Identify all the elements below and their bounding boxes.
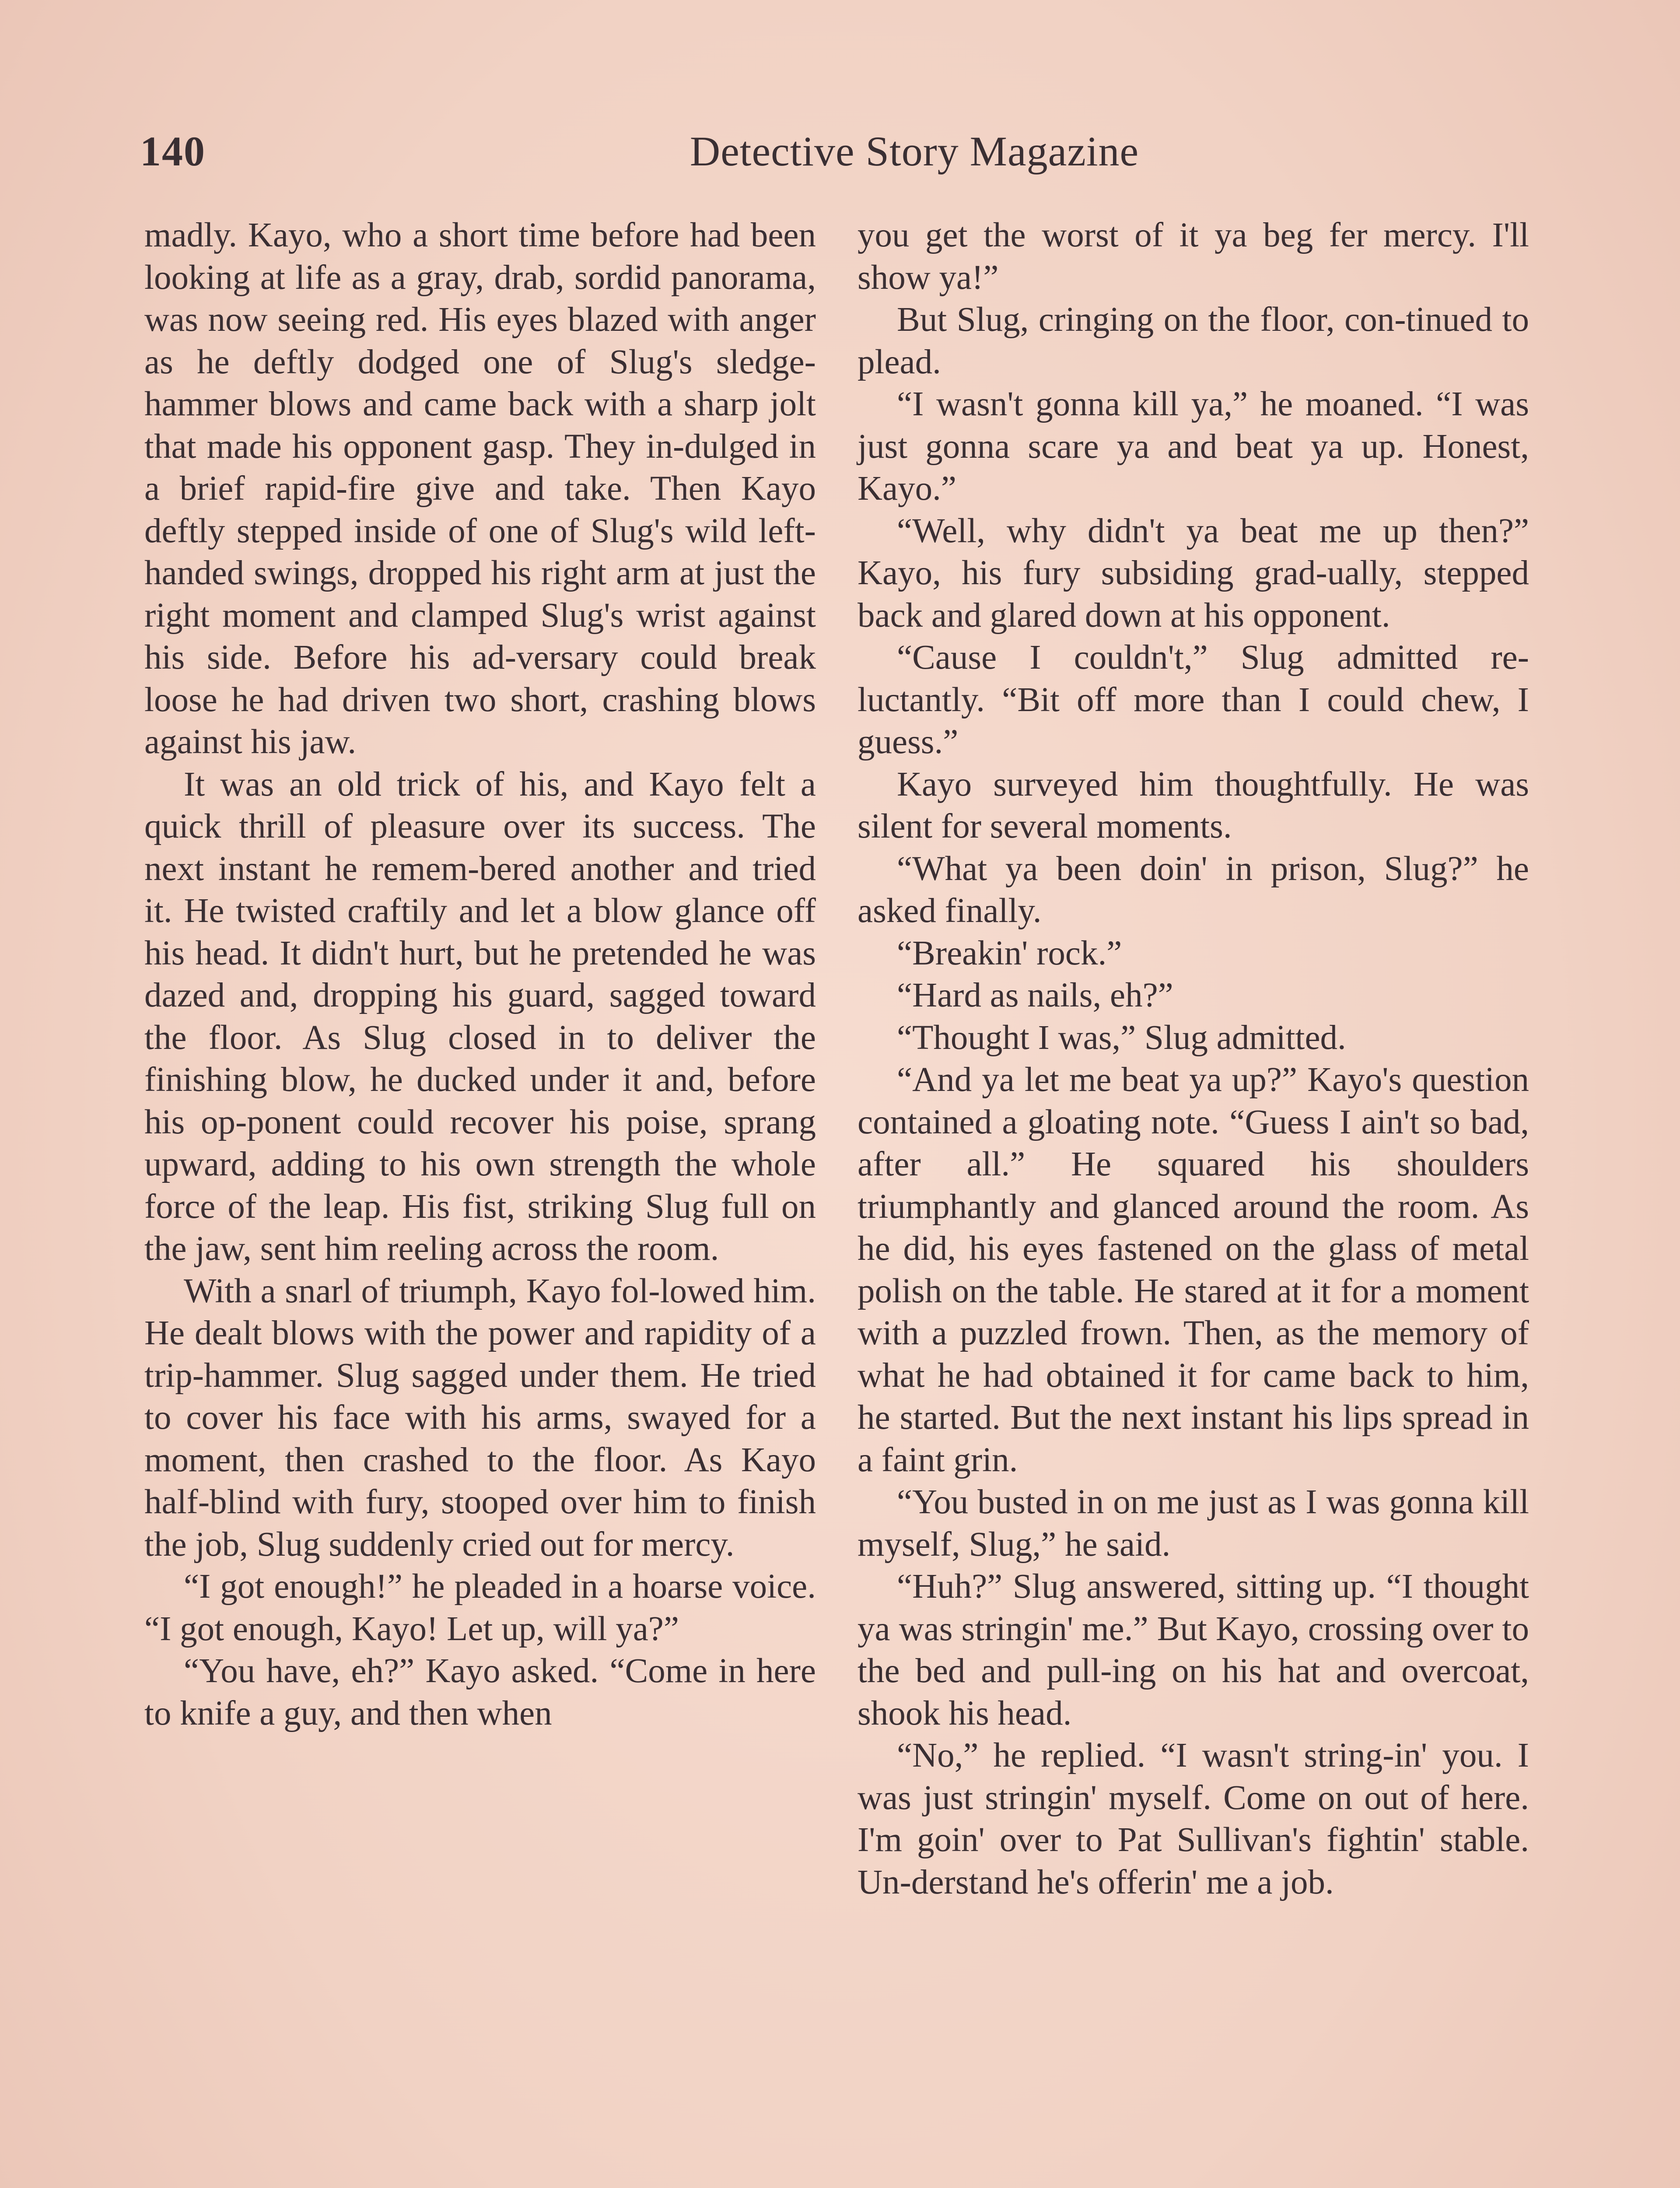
paragraph: “What ya been doin' in prison, Slug?” he asked finally. (858, 849, 1529, 930)
paragraph: “You busted in on me just as I was gonna kill myself, Slug,” he said. (858, 1483, 1529, 1564)
paragraph: “I got enough!” he pleaded in a hoarse voice. “I got enough, Kayo! Let up, will ya?” (144, 1567, 816, 1648)
paragraph: you get the worst of it ya beg fer mercy. I'll show ya!” (858, 216, 1529, 297)
paragraph: With a snarl of triumph, Kayo fol-lowed him. He dealt blows with the power and rapidity of a trip-hammer. Slug sagged under them. He tried to cover his face with his arms, swayed for a moment, then crashed to the floor. As Kayo half-blind with fury, stooped over him to finish the job, Slug suddenly cried out for mercy. (144, 1272, 816, 1564)
paragraph: madly. Kayo, who a short time before had been looking at life as a gray, drab, sordid panorama, was now seeing red. His eyes blazed with anger as he deftly dodged one of Slug's sledge-hammer blows and came back with a sharp jolt that made his opponent gasp. They in-dulged in a brief rapid-fire give and take. Then Kayo deftly stepped inside of one of Slug's wild left-handed swings, dropped his right arm at just the right moment and clamped Slug's wrist against his side. Before his ad-versary could break loose he had driven two short, crashing blows against his jaw. (144, 216, 816, 761)
paragraph: “I wasn't gonna kill ya,” he moaned. “I was just gonna scare ya and beat ya up. Honest, Kayo.” (858, 385, 1529, 508)
paragraph: “You have, eh?” Kayo asked. “Come in here to knife a guy, and then when (144, 1652, 816, 1732)
paragraph: “No,” he replied. “I wasn't string-in' you. I was just stringin' myself. Come on out of here. I'm goin' over to Pat Sullivan's fightin' stable. Un-derstand he's offerin' me a job. (858, 1736, 1529, 1901)
right-column (858, 214, 1529, 1904)
paragraph: “Hard as nails, eh?” (897, 976, 1173, 1014)
page-header (140, 127, 1540, 188)
paragraph: “Breakin' rock.” (897, 934, 1122, 972)
paragraph: “Cause I couldn't,” Slug admitted re-luctantly. “Bit off more than I could chew, I guess.” (858, 638, 1529, 761)
paragraph: It was an old trick of his, and Kayo felt a quick thrill of pleasure over its success. The next instant he remem-bered another and tried it. He twisted craftily and let a blow glance off his head. It didn't hurt, but he pretended he was dazed and, dropping his guard, sagged toward the floor. As Slug closed in to deliver the finishing blow, he ducked under it and, before his op-ponent could recover his poise, sprang upward, adding to his own strength the whole force of the leap. His fist, striking Slug full on the jaw, sent him reeling across the room. (144, 765, 816, 1268)
paragraph: “Well, why didn't ya beat me up then?” Kayo, his fury subsiding grad-ually, stepped back and glared down at his opponent. (858, 512, 1529, 635)
paragraph: “Huh?” Slug answered, sitting up. “I thought ya was stringin' me.” But Kayo, crossing over to the bed and pull-ing on his hat and overcoat, shook his head. (858, 1567, 1529, 1732)
page-number: 140 (140, 128, 206, 175)
paragraph: But Slug, cringing on the floor, con-tinued to plead. (858, 301, 1529, 381)
paragraph: “And ya let me beat ya up?” Kayo's question contained a gloating note. “Guess I ain't so bad, after all.” He squared his shoulders triumphantly and glanced around the room. As he did, his eyes fastened on the glass of metal polish on the table. He stared at it for a moment with a puzzled frown. Then, as the memory of what he had obtained it for came back to him, he started. But the next instant his lips spread in a faint grin. (858, 1061, 1529, 1479)
paragraph: “Thought I was,” Slug admitted. (897, 1018, 1346, 1057)
running-title: Detective Story Magazine (690, 128, 1139, 175)
left-column (144, 214, 816, 1735)
paragraph: Kayo surveyed him thoughtfully. He was silent for several moments. (858, 765, 1529, 845)
